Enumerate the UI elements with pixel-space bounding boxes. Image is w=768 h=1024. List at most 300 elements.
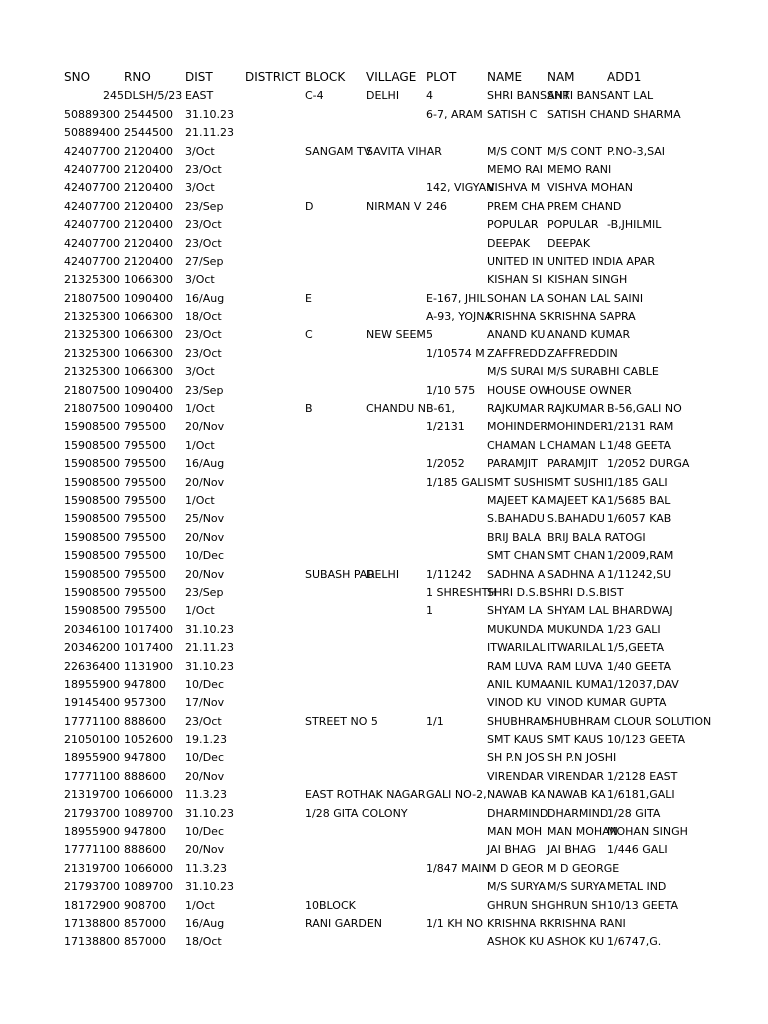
cell-name[interactable]: DHARMIND <box>487 806 549 820</box>
cell-add1[interactable]: -B,JHILMIL <box>607 218 662 232</box>
header-rno[interactable]: RNO <box>124 70 151 84</box>
cell-name[interactable]: MAJEET KA <box>487 493 546 507</box>
cell-nam[interactable]: SMT SUSHI <box>547 475 608 489</box>
cell-plot[interactable]: 4 <box>426 89 433 103</box>
cell-name[interactable]: MEMO RAI <box>487 162 544 176</box>
cell-dist[interactable]: 21.11.23 <box>185 641 234 655</box>
cell-plot[interactable]: 142, VIGYAN <box>426 181 495 195</box>
cell-rno[interactable]: 2120400 <box>124 181 173 195</box>
cell-add1[interactable]: 10/13 GEETA <box>607 898 679 912</box>
cell-block[interactable]: STREET NO 5 <box>305 714 378 728</box>
cell-rno[interactable]: 947800 <box>124 825 166 839</box>
cell-sno[interactable]: 19145400 <box>64 696 120 710</box>
cell-dist[interactable]: 20/Nov <box>185 475 225 489</box>
cell-nam[interactable]: RAJKUMAR <box>547 402 605 416</box>
cell-rno[interactable]: 795500 <box>124 604 166 618</box>
cell-add1[interactable]: 1/2131 RAM <box>607 420 674 434</box>
cell-block[interactable]: E <box>305 291 312 305</box>
cell-sno[interactable]: 21807500 <box>64 402 120 416</box>
cell-dist[interactable]: 23/Sep <box>185 383 224 397</box>
cell-nam[interactable]: SHYAM LAL BHARDWAJ <box>547 604 673 618</box>
cell-dist[interactable]: 19.1.23 <box>185 733 227 747</box>
cell-sno[interactable]: 21325300 <box>64 273 120 287</box>
cell-dist[interactable]: 20/Nov <box>185 567 225 581</box>
cell-dist[interactable]: 27/Sep <box>185 254 224 268</box>
cell-name[interactable]: NAWAB KA <box>487 788 546 802</box>
cell-name[interactable]: UNITED IN <box>487 254 544 268</box>
cell-plot[interactable]: 1/11242 <box>426 567 472 581</box>
cell-name[interactable]: GHRUN SH <box>487 898 547 912</box>
cell-name[interactable]: KISHAN SI <box>487 273 543 287</box>
cell-rno[interactable]: 1090400 <box>124 383 173 397</box>
header-sno[interactable]: SNO <box>64 70 91 84</box>
cell-name[interactable]: ZAFFREDD <box>487 346 547 360</box>
cell-nam[interactable]: SATISH CHAND SHARMA <box>547 107 681 121</box>
cell-dist[interactable]: 3/Oct <box>185 365 215 379</box>
cell-sno[interactable]: 17771100 <box>64 843 120 857</box>
cell-nam[interactable]: MOHINDER <box>547 420 608 434</box>
cell-nam[interactable]: JAI BHAG <box>547 843 596 857</box>
cell-name[interactable]: MUKUNDA <box>487 622 544 636</box>
cell-nam[interactable]: SHUBHRAM CLOUR SOLUTION <box>547 714 712 728</box>
cell-name[interactable]: SOHAN LA <box>487 291 545 305</box>
cell-name[interactable]: SH P.N JOS <box>487 751 545 765</box>
cell-sno[interactable]: 17138800 <box>64 916 120 930</box>
cell-name[interactable]: ANAND KU <box>487 328 546 342</box>
cell-nam[interactable]: S.BAHADU <box>547 512 605 526</box>
cell-sno[interactable]: 21325300 <box>64 310 120 324</box>
cell-name[interactable]: MOHINDER <box>487 420 548 434</box>
cell-name[interactable]: ITWARILAL <box>487 641 546 655</box>
cell-add1[interactable]: 1/2009,RAM <box>607 549 674 563</box>
cell-sno[interactable]: 15908500 <box>64 585 120 599</box>
cell-sno[interactable]: 18955900 <box>64 677 120 691</box>
cell-dist[interactable]: 1/Oct <box>185 438 215 452</box>
cell-dist[interactable]: 20/Nov <box>185 530 225 544</box>
cell-add1[interactable]: MOHAN SINGH <box>607 825 688 839</box>
cell-nam[interactable]: ITWARILAL <box>547 641 606 655</box>
cell-nam[interactable]: SADHNA A <box>547 567 606 581</box>
cell-sno[interactable]: 15908500 <box>64 493 120 507</box>
cell-name[interactable]: DEEPAK <box>487 236 531 250</box>
cell-nam[interactable]: MEMO RANI <box>547 162 612 176</box>
cell-dist[interactable]: 20/Nov <box>185 843 225 857</box>
cell-name[interactable]: S.BAHADU <box>487 512 545 526</box>
cell-nam[interactable]: ASHOK KU <box>547 935 605 949</box>
cell-plot[interactable]: 1 <box>426 604 433 618</box>
cell-name[interactable]: HOUSE OW <box>487 383 549 397</box>
cell-block[interactable]: SUBASH PAR <box>305 567 375 581</box>
cell-name[interactable]: BRIJ BALA <box>487 530 542 544</box>
cell-add1[interactable]: 1/6181,GALI <box>607 788 675 802</box>
cell-block[interactable]: EAST ROTHAK NAGAR <box>305 788 426 802</box>
cell-sno[interactable]: 21807500 <box>64 383 120 397</box>
cell-dist[interactable]: 23/Sep <box>185 585 224 599</box>
cell-sno[interactable]: 42407700 <box>64 162 120 176</box>
cell-dist[interactable]: 18/Oct <box>185 310 222 324</box>
cell-sno[interactable]: 21325300 <box>64 365 120 379</box>
cell-rno[interactable]: 1017400 <box>124 641 173 655</box>
cell-nam[interactable]: DEEPAK <box>547 236 591 250</box>
cell-nam[interactable]: SMT CHAN <box>547 549 606 563</box>
cell-rno[interactable]: 795500 <box>124 457 166 471</box>
cell-plot[interactable]: B-61, <box>426 402 456 416</box>
cell-dist[interactable]: 10/Dec <box>185 549 224 563</box>
cell-rno[interactable]: 947800 <box>124 677 166 691</box>
cell-rno[interactable]: 1090400 <box>124 402 173 416</box>
cell-rno[interactable]: 857000 <box>124 935 166 949</box>
cell-rno[interactable]: 795500 <box>124 438 166 452</box>
cell-name[interactable]: KRISHNA R <box>487 916 548 930</box>
cell-plot[interactable]: 1/185 GALI <box>426 475 487 489</box>
cell-block[interactable]: RANI GARDEN <box>305 916 383 930</box>
cell-sno[interactable]: 15908500 <box>64 604 120 618</box>
cell-nam[interactable]: M/S SURYA <box>547 880 607 894</box>
cell-plot[interactable]: 1/10574 M <box>426 346 485 360</box>
cell-dist[interactable]: 23/Oct <box>185 714 222 728</box>
cell-nam[interactable]: BRIJ BALA RATOGI <box>547 530 646 544</box>
cell-dist[interactable]: 20/Nov <box>185 420 225 434</box>
cell-nam[interactable]: ZAFFREDDIN <box>547 346 618 360</box>
cell-village[interactable]: DELHI <box>366 567 400 581</box>
header-district[interactable]: DISTRICT <box>245 70 301 84</box>
cell-dist[interactable]: 10/Dec <box>185 677 224 691</box>
cell-dist[interactable]: 21.11.23 <box>185 126 234 140</box>
cell-rno[interactable]: 795500 <box>124 549 166 563</box>
cell-name[interactable]: VIRENDAR <box>487 769 545 783</box>
cell-nam[interactable]: SH P.N JOSHI <box>547 751 617 765</box>
cell-nam[interactable]: MUKUNDA <box>547 622 604 636</box>
cell-rno[interactable]: 1066300 <box>124 273 173 287</box>
cell-sno[interactable]: 15908500 <box>64 438 120 452</box>
cell-nam[interactable]: SHRI BANSANT LAL <box>547 89 654 103</box>
header-plot[interactable]: PLOT <box>426 70 457 84</box>
cell-nam[interactable]: SHRI D.S.BIST <box>547 585 624 599</box>
cell-rno[interactable]: 908700 <box>124 898 166 912</box>
cell-dist[interactable]: 1/Oct <box>185 898 215 912</box>
cell-add1[interactable]: 1/2128 EAST <box>607 769 678 783</box>
cell-sno[interactable]: 17771100 <box>64 769 120 783</box>
cell-dist[interactable]: 17/Nov <box>185 696 225 710</box>
cell-nam[interactable]: ANIL KUMA <box>547 677 608 691</box>
cell-dist[interactable]: 31.10.23 <box>185 880 234 894</box>
cell-add1[interactable]: 1/48 GEETA <box>607 438 672 452</box>
cell-sno[interactable]: 42407700 <box>64 181 120 195</box>
cell-rno[interactable]: 795500 <box>124 493 166 507</box>
cell-sno[interactable]: 20346100 <box>64 622 120 636</box>
cell-name[interactable]: SHYAM LA <box>487 604 543 618</box>
cell-sno[interactable]: 21793700 <box>64 806 120 820</box>
cell-name[interactable]: SHRI BANSANT <box>487 89 570 103</box>
cell-name[interactable]: M/S SURYA <box>487 880 547 894</box>
cell-name[interactable]: SMT CHAN <box>487 549 546 563</box>
cell-nam[interactable]: M/S CONT <box>547 144 602 158</box>
cell-sno[interactable]: 21050100 <box>64 733 120 747</box>
cell-rno[interactable]: 795500 <box>124 420 166 434</box>
cell-sno[interactable]: 15908500 <box>64 567 120 581</box>
cell-block[interactable]: C-4 <box>305 89 324 103</box>
cell-rno[interactable]: 888600 <box>124 769 166 783</box>
cell-sno[interactable]: 21325300 <box>64 328 120 342</box>
cell-rno[interactable]: 2544500 <box>124 126 173 140</box>
cell-add1[interactable]: 1/5,GEETA <box>607 641 665 655</box>
cell-sno[interactable]: 15908500 <box>64 512 120 526</box>
cell-sno[interactable]: 17138800 <box>64 935 120 949</box>
header-dist[interactable]: DIST <box>185 70 213 84</box>
cell-rno[interactable]: 1052600 <box>124 733 173 747</box>
cell-sno[interactable]: 22636400 <box>64 659 120 673</box>
cell-dist[interactable]: 23/Oct <box>185 218 222 232</box>
cell-dist[interactable]: 3/Oct <box>185 273 215 287</box>
cell-rno[interactable]: 1089700 <box>124 880 173 894</box>
cell-sno[interactable]: 50889400 <box>64 126 120 140</box>
cell-sno[interactable]: 20346200 <box>64 641 120 655</box>
cell-add1[interactable]: METAL IND <box>607 880 667 894</box>
cell-rno[interactable]: 795500 <box>124 475 166 489</box>
cell-plot[interactable]: 1/1 <box>426 714 444 728</box>
cell-rno[interactable]: 2120400 <box>124 144 173 158</box>
cell-plot[interactable]: 5 <box>426 328 433 342</box>
cell-block[interactable]: C <box>305 328 313 342</box>
cell-sno[interactable]: 50889300 <box>64 107 120 121</box>
cell-add1[interactable]: 1/446 GALI <box>607 843 668 857</box>
cell-name[interactable]: M/S CONT <box>487 144 542 158</box>
cell-dist[interactable]: 23/Oct <box>185 236 222 250</box>
cell-rno[interactable]: 1089700 <box>124 806 173 820</box>
cell-name[interactable]: VINOD KU <box>487 696 542 710</box>
cell-add1[interactable]: 1/11242,SU <box>607 567 672 581</box>
cell-dist[interactable]: 31.10.23 <box>185 622 234 636</box>
cell-sno[interactable]: 42407700 <box>64 199 120 213</box>
cell-nam[interactable]: M/S SURABHI CABLE <box>547 365 659 379</box>
cell-nam[interactable]: VIRENDAR <box>547 769 605 783</box>
cell-village[interactable]: NEW SEEM <box>366 328 426 342</box>
cell-nam[interactable]: NAWAB KA <box>547 788 606 802</box>
cell-dist[interactable]: 23/Oct <box>185 346 222 360</box>
cell-sno[interactable]: 17771100 <box>64 714 120 728</box>
cell-name[interactable]: SADHNA A <box>487 567 546 581</box>
cell-rno[interactable]: 947800 <box>124 751 166 765</box>
cell-rno[interactable]: 2120400 <box>124 254 173 268</box>
cell-sno[interactable]: 15908500 <box>64 457 120 471</box>
cell-rno[interactable]: 1090400 <box>124 291 173 305</box>
cell-rno[interactable]: 1066300 <box>124 328 173 342</box>
cell-village[interactable]: SAVITA VIHAR <box>366 144 442 158</box>
cell-dist[interactable]: 1/Oct <box>185 493 215 507</box>
cell-rno[interactable]: 888600 <box>124 843 166 857</box>
cell-name[interactable]: M D GEOR <box>487 861 544 875</box>
cell-rno[interactable]: 2120400 <box>124 162 173 176</box>
cell-nam[interactable]: PARAMJIT <box>547 457 598 471</box>
cell-rno[interactable]: 1066000 <box>124 788 173 802</box>
cell-name[interactable]: PARAMJIT <box>487 457 538 471</box>
cell-block[interactable]: 1/28 GITA COLONY <box>305 806 408 820</box>
cell-add1[interactable]: 1/12037,DAV <box>607 677 679 691</box>
cell-rno[interactable]: 795500 <box>124 512 166 526</box>
cell-nam[interactable]: DHARMIND <box>547 806 609 820</box>
cell-name[interactable]: M/S SURAI <box>487 365 544 379</box>
cell-sno[interactable]: 15908500 <box>64 549 120 563</box>
cell-sno[interactable]: 21807500 <box>64 291 120 305</box>
cell-name[interactable]: MAN MOH <box>487 825 543 839</box>
cell-nam[interactable]: UNITED INDIA APAR <box>547 254 655 268</box>
cell-name[interactable]: RAJKUMAR <box>487 402 545 416</box>
cell-nam[interactable]: VINOD KUMAR GUPTA <box>547 696 667 710</box>
cell-dist[interactable]: 31.10.23 <box>185 107 234 121</box>
cell-nam[interactable]: VISHVA MOHAN <box>547 181 634 195</box>
cell-rno[interactable]: 1066300 <box>124 365 173 379</box>
cell-dist[interactable]: 31.10.23 <box>185 806 234 820</box>
cell-dist[interactable]: EAST <box>185 89 214 103</box>
cell-sno[interactable]: 15908500 <box>64 475 120 489</box>
cell-plot[interactable]: 1/2131 <box>426 420 465 434</box>
cell-rno[interactable]: 1066300 <box>124 346 173 360</box>
cell-dist[interactable]: 11.3.23 <box>185 861 227 875</box>
cell-village[interactable]: DELHI <box>366 89 400 103</box>
header-add1[interactable]: ADD1 <box>607 70 642 84</box>
cell-nam[interactable]: MAJEET KA <box>547 493 606 507</box>
cell-add1[interactable]: 1/6057 KAB <box>607 512 672 526</box>
cell-village[interactable]: CHANDU N <box>366 402 426 416</box>
cell-dist[interactable]: 23/Oct <box>185 328 222 342</box>
cell-rno[interactable]: 888600 <box>124 714 166 728</box>
cell-name[interactable]: PREM CHA <box>487 199 545 213</box>
cell-add1[interactable]: 1/6747,G. <box>607 935 662 949</box>
cell-name[interactable]: VISHVA M <box>487 181 541 195</box>
cell-add1[interactable]: 1/5685 BAL <box>607 493 671 507</box>
cell-dist[interactable]: 16/Aug <box>185 457 225 471</box>
cell-name[interactable]: JAI BHAG <box>487 843 536 857</box>
cell-nam[interactable]: PREM CHAND <box>547 199 622 213</box>
cell-sno[interactable]: 21325300 <box>64 346 120 360</box>
cell-name[interactable]: KRISHNA S <box>487 310 547 324</box>
cell-add1[interactable]: 1/28 GITA <box>607 806 661 820</box>
header-village[interactable]: VILLAGE <box>366 70 417 84</box>
cell-plot[interactable]: 246 <box>426 199 447 213</box>
cell-nam[interactable]: SMT KAUS <box>547 733 604 747</box>
cell-sno[interactable]: 15908500 <box>64 530 120 544</box>
cell-nam[interactable]: ANAND KUMAR <box>547 328 631 342</box>
cell-rno[interactable]: 857000 <box>124 916 166 930</box>
cell-rno[interactable]: DLSH/5/23 <box>124 89 183 103</box>
cell-rno[interactable]: 1066000 <box>124 861 173 875</box>
cell-name[interactable]: SMT KAUS <box>487 733 544 747</box>
header-block[interactable]: BLOCK <box>305 70 346 84</box>
header-nam[interactable]: NAM <box>547 70 575 84</box>
cell-plot[interactable]: 1/2052 <box>426 457 465 471</box>
cell-name[interactable]: SATISH C <box>487 107 538 121</box>
cell-nam[interactable]: KISHAN SINGH <box>547 273 628 287</box>
cell-plot[interactable]: 1/1 KH NO <box>426 916 484 930</box>
cell-dist[interactable]: 23/Sep <box>185 199 224 213</box>
cell-nam[interactable]: M D GEORGE <box>547 861 620 875</box>
cell-dist[interactable]: 3/Oct <box>185 144 215 158</box>
cell-sno[interactable]: 18955900 <box>64 751 120 765</box>
cell-nam[interactable]: MAN MOHAN <box>547 825 618 839</box>
cell-dist[interactable]: 16/Aug <box>185 916 225 930</box>
cell-name[interactable]: ASHOK KU <box>487 935 545 949</box>
cell-add1[interactable]: 1/185 GALI <box>607 475 668 489</box>
cell-add1[interactable]: 10/123 GEETA <box>607 733 686 747</box>
header-name[interactable]: NAME <box>487 70 523 84</box>
cell-dist[interactable]: 11.3.23 <box>185 788 227 802</box>
cell-rno[interactable]: 1131900 <box>124 659 173 673</box>
cell-plot[interactable]: E-167, JHIL <box>426 291 486 305</box>
cell-rno[interactable]: 2120400 <box>124 218 173 232</box>
cell-dist[interactable]: 25/Nov <box>185 512 225 526</box>
cell-name[interactable]: SHRI D.S.B <box>487 585 547 599</box>
cell-dist[interactable]: 20/Nov <box>185 769 225 783</box>
cell-sno[interactable]: 15908500 <box>64 420 120 434</box>
cell-rno[interactable]: 2544500 <box>124 107 173 121</box>
cell-nam[interactable]: RAM LUVA <box>547 659 603 673</box>
cell-nam[interactable]: CHAMAN L <box>547 438 606 452</box>
cell-dist[interactable]: 18/Oct <box>185 935 222 949</box>
cell-rno[interactable]: 795500 <box>124 585 166 599</box>
cell-nam[interactable]: HOUSE OWNER <box>547 383 632 397</box>
cell-add1[interactable]: 1/2052 DURGA <box>607 457 690 471</box>
cell-dist[interactable]: 10/Dec <box>185 751 224 765</box>
cell-dist[interactable]: 1/Oct <box>185 604 215 618</box>
cell-name[interactable]: SHUBHRAM <box>487 714 551 728</box>
cell-nam[interactable]: KRISHNA SAPRA <box>547 310 636 324</box>
cell-dist[interactable]: 10/Dec <box>185 825 224 839</box>
cell-rno[interactable]: 957300 <box>124 696 166 710</box>
cell-plot[interactable]: 6-7, ARAM <box>426 107 483 121</box>
cell-sno[interactable]: 42407700 <box>64 218 120 232</box>
cell-rno[interactable]: 795500 <box>124 530 166 544</box>
cell-sno[interactable]: 18172900 <box>64 898 120 912</box>
cell-name[interactable]: ANIL KUMA <box>487 677 548 691</box>
cell-block[interactable]: B <box>305 402 313 416</box>
cell-rno[interactable]: 1017400 <box>124 622 173 636</box>
cell-dist[interactable]: 3/Oct <box>185 181 215 195</box>
cell-plot[interactable]: 1 SHRESHTH <box>426 585 497 599</box>
cell-name[interactable]: POPULAR <box>487 218 539 232</box>
cell-sno[interactable]: 21319700 <box>64 788 120 802</box>
cell-add1[interactable]: P.NO-3,SAI <box>607 144 666 158</box>
cell-add1[interactable]: 1/23 GALI <box>607 622 661 636</box>
cell-rno[interactable]: 795500 <box>124 567 166 581</box>
cell-block[interactable]: D <box>305 199 314 213</box>
cell-name[interactable]: RAM LUVA <box>487 659 543 673</box>
cell-plot[interactable]: 1/10 575 <box>426 383 476 397</box>
cell-plot[interactable]: GALI NO-2, <box>426 788 487 802</box>
cell-sno[interactable]: 21319700 <box>64 861 120 875</box>
cell-dist[interactable]: 1/Oct <box>185 402 215 416</box>
cell-dist[interactable]: 16/Aug <box>185 291 225 305</box>
cell-rno[interactable]: 1066300 <box>124 310 173 324</box>
cell-sno[interactable]: 42407700 <box>64 254 120 268</box>
cell-nam[interactable]: SOHAN LAL SAINI <box>547 291 644 305</box>
cell-add1[interactable]: 1/40 GEETA <box>607 659 672 673</box>
cell-sno[interactable]: 18955900 <box>64 825 120 839</box>
cell-add1[interactable]: B-56,GALI NO <box>607 402 682 416</box>
cell-name[interactable]: CHAMAN L <box>487 438 546 452</box>
cell-sno[interactable]: 42407700 <box>64 236 120 250</box>
cell-sno[interactable]: 245 <box>103 89 124 103</box>
cell-rno[interactable]: 2120400 <box>124 199 173 213</box>
cell-nam[interactable]: GHRUN SH <box>547 898 607 912</box>
cell-sno[interactable]: 21793700 <box>64 880 120 894</box>
cell-block[interactable]: 10BLOCK <box>305 898 356 912</box>
cell-name[interactable]: SMT SUSHI <box>487 475 548 489</box>
cell-nam[interactable]: KRISHNA RANI <box>547 916 626 930</box>
cell-plot[interactable]: 1/847 MAIN <box>426 861 490 875</box>
cell-sno[interactable]: 42407700 <box>64 144 120 158</box>
cell-plot[interactable]: A-93, YOJNA <box>426 310 493 324</box>
cell-village[interactable]: NIRMAN V <box>366 199 422 213</box>
